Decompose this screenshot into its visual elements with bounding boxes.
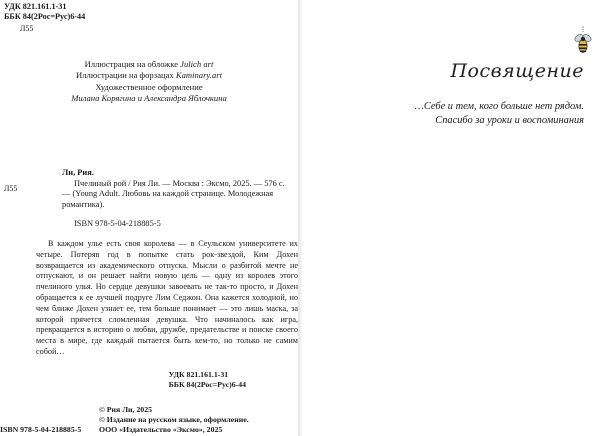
design-credit-label: Художественное оформление	[95, 81, 203, 92]
cutter-code-side: Л55	[4, 184, 18, 193]
classification-top	[4, 2, 85, 22]
isbn-record: ISBN 978-5-04-218885-5	[74, 219, 161, 229]
author-heading: Ли, Рия.	[62, 168, 94, 177]
imprint-page	[0, 0, 298, 436]
dedication-line-1: …Себе и тем, кого больше нет рядом.	[414, 101, 584, 112]
isbn-bottom: ISBN 978-5-04-218885-5	[0, 425, 82, 434]
copyright-publisher: ООО «Издательство «Эксмо», 2025	[99, 425, 223, 434]
bbk-code-bottom: ББК 84(2Рос=Рус)6-44	[168, 380, 246, 389]
dedication-page	[302, 0, 600, 436]
endpapers-credit	[0, 70, 298, 81]
designers: Милана Корягина и Александра Яблочкина	[71, 92, 227, 103]
classification-bottom	[169, 370, 246, 390]
copyright-author: © Рия Ли, 2025	[99, 405, 152, 414]
dedication-title: Посвящение	[450, 60, 584, 82]
udk-code: УДК 821.161.1-31	[4, 2, 67, 11]
dedication-line-2: Спасибо за уроки и воспоминания	[435, 115, 584, 126]
copyright-edition: © Издание на русском языке, оформление.	[99, 415, 249, 424]
cover-artist: Julich art	[180, 59, 214, 69]
cover-credit	[0, 59, 298, 70]
bbk-code: ББК 84(2Рос=Рус)6-44	[4, 12, 86, 21]
cover-credit-label: Иллюстрация на обложке	[84, 59, 179, 69]
book-annotation: В каждом улье есть своя королева — в Сеульском университете их четыре. Потеряв год в попытке стать рок-звездой, Ким Дохен возвращается из академического отпуска. Мысли о разбитой мечте не отпускают, и он решает найти новую цель — одну из королев этого пчелиного улья. Но сердце девушки завоевать не так-то просто, и Дохен обращается к ее лучшей подруге Лим Седжон. Она кажется холодной, но чем ближе Дохен узнает ее, тем больше понимает — это лишь маска, за которой прячется сломленная девушка. Что начиналось как игра, превращается в историю о любви, дружбе, предательстве и поиске своего места в мире, где каждый пытается быть кем-то, но только не самим собой…	[36, 239, 298, 356]
cutter-code-top: Л55	[20, 24, 34, 33]
endpapers-credit-label: Иллюстрации на форзацах	[76, 70, 174, 81]
illustration-credits	[0, 59, 298, 104]
endpapers-artist: Kaminary.art	[175, 70, 222, 81]
bibliographic-description: Пчелиный рой / Рия Ли. — Москва : Эксмо, 2025. — 576 с. — (Young Adult. Любовь на каждой странице. Молодежная романтика).	[62, 178, 285, 209]
bibliographic-record	[62, 168, 294, 230]
dedication-text	[415, 100, 584, 128]
copyright-block	[99, 405, 249, 435]
bee-icon	[572, 26, 594, 56]
udk-code-bottom: УДК 821.161.1-31	[168, 370, 229, 379]
